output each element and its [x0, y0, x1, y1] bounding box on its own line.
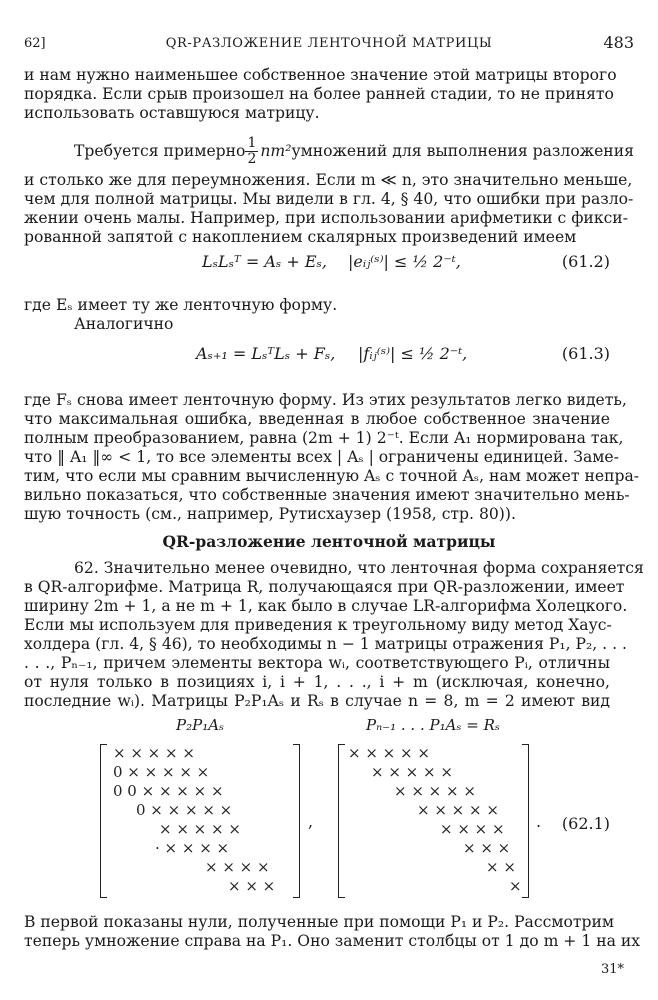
text-line: 62. Значительно менее очевидно, что ленточная форма сохраняется	[74, 559, 644, 577]
text-fragment: умножений для выполнения разложения	[291, 141, 634, 160]
text-line: что максимальная ошибка, введенная в любое собственное значение	[24, 410, 610, 428]
matrix-row: × × ×	[228, 877, 276, 895]
text-line: жении очень малы. Например, при использовании арифметики с фикси-	[24, 209, 628, 227]
matrix-left-label: P₂P₁Aₛ	[176, 716, 225, 734]
text-line: порядка. Если срыв произошел на более ранней стадии, то не принято	[24, 85, 614, 103]
signature-mark: 31*	[600, 962, 624, 977]
text-line: что ‖ A₁ ‖∞ < 1, то все элементы всех | Aₛ | ограничены единицей. Заме-	[24, 448, 619, 466]
header-title: QR-РАЗЛОЖЕНИЕ ЛЕНТОЧНОЙ МАТРИЦЫ	[165, 36, 493, 51]
text-line: вильно показаться, что собственные значения имеют значительно мень-	[24, 486, 630, 504]
matrix-row: 0 × × × × ×	[113, 763, 210, 781]
matrix-row: × × × × ×	[417, 801, 499, 819]
text-line: от нуля только в позициях i, i + 1, . . ., i + m (исключая, конечно,	[24, 673, 610, 691]
matrix-left-close-bracket	[293, 744, 300, 898]
equation-61-3-lhs: Aₛ₊₁ = LₛᵀLₛ + Fₛ,	[196, 344, 336, 363]
fraction-numerator: 1	[247, 134, 257, 151]
text-line: Если мы используем для приведения к треугольному виду метод Хаус-	[24, 616, 612, 634]
matrix-row: × × × ×	[205, 858, 270, 876]
text-line-with-fraction	[74, 134, 634, 168]
matrix-right-close-bracket	[522, 744, 529, 898]
matrix-row: 0 0 × × × × ×	[113, 782, 224, 800]
text-line: . . ., Pₙ₋₁, причем элементы вектора wᵢ, соответствующего Pᵢ, отличны	[24, 654, 610, 672]
matrix-end-period: .	[536, 812, 542, 831]
text-line: рованной запятой с накоплением скалярных произведений имеем	[24, 228, 577, 246]
equation-61-2-lhs: LₛLₛᵀ = Aₛ + Eₛ,	[202, 252, 328, 271]
matrix-row: × × × × ×	[348, 744, 430, 762]
section-title: QR-разложение ленточной матрицы	[162, 532, 496, 551]
text-line: полным преобразованием, равна (2m + 1) 2⁻ᵗ. Если A₁ нормирована так,	[24, 429, 624, 447]
text-fragment: Требуется примерно	[74, 141, 246, 160]
matrix-row: · × × × ×	[155, 839, 230, 857]
text-line: чем для полной матрицы. Мы видели в гл. 4, § 40, что ошибки при разло-	[24, 190, 634, 208]
matrix-row: × ×	[486, 858, 516, 876]
expression: nm²	[260, 141, 292, 160]
matrix-row: × × × × ×	[371, 763, 453, 781]
equation-number: (61.3)	[561, 344, 610, 363]
equation-61-2-bound: |eᵢⱼ⁽ˢ⁾| ≤ ½ 2⁻ᵗ,	[348, 252, 461, 271]
fraction	[245, 136, 258, 167]
text-line: и нам нужно наименьшее собственное значение этой матрицы второго	[24, 66, 617, 84]
text-line: шую точность (см., например, Рутисхаузер (1958, стр. 80)).	[24, 505, 516, 523]
text-line: и столько же для переумножения. Если m ≪ n, это значительно меньше,	[24, 171, 633, 189]
equation-number: (61.2)	[561, 252, 610, 271]
matrix-row: 0 × × × × ×	[136, 801, 233, 819]
text-line: теперь умножение справа на P₁. Оно заменит столбцы от 1 до m + 1 на их	[24, 932, 641, 950]
text-line: тим, что если мы сравним вычисленную Aₛ с точной Aₛ, нам может непра-	[24, 467, 640, 485]
text-line: холдера (гл. 4, § 46), то необходимы n − 1 матрицы отражения P₁, P₂, . . .	[24, 635, 627, 653]
fraction-expression	[245, 136, 291, 167]
text-line: в QR-алгорифме. Матрица R, получающаяся при QR-разложении, имеет	[24, 578, 625, 596]
text-line: использовать оставшуюся матрицу.	[24, 104, 320, 122]
matrix-row: × × ×	[463, 839, 511, 857]
matrix-row: × × × ×	[440, 820, 505, 838]
matrix-right-open-bracket	[338, 744, 345, 898]
page-number: 483	[603, 33, 634, 52]
equation-number: (62.1)	[561, 814, 610, 833]
text-line: где Fₛ снова имеет ленточную форму. Из этих результатов легко видеть,	[24, 391, 627, 409]
matrix-separator: ,	[308, 812, 314, 831]
matrix-row: × × × × ×	[394, 782, 476, 800]
text-line: В первой показаны нули, полученные при помощи P₁ и P₂. Рассмотрим	[24, 913, 614, 931]
header-section-number: 62]	[24, 36, 46, 51]
text-line: Аналогично	[74, 315, 174, 333]
matrix-row: × × × × ×	[159, 820, 241, 838]
text-line: ширину 2m + 1, а не m + 1, как было в случае LR-алгорифма Холецкого.	[24, 597, 628, 615]
equation-61-3-bound: |fᵢⱼ⁽ˢ⁾| ≤ ½ 2⁻ᵗ,	[358, 344, 468, 363]
matrix-row: ×	[509, 877, 522, 895]
matrix-right-label: Pₙ₋₁ . . . P₁Aₛ = Rₛ	[366, 716, 500, 734]
text-line: последние wᵢ). Матрицы P₂P₁Aₛ и Rₛ в случае n = 8, m = 2 имеют вид	[24, 692, 610, 710]
text-line: где Eₛ имеет ту же ленточную форму.	[24, 296, 338, 314]
matrix-row: × × × × ×	[113, 744, 195, 762]
matrix-left-open-bracket	[100, 744, 107, 898]
fraction-denominator: 2	[247, 150, 257, 167]
